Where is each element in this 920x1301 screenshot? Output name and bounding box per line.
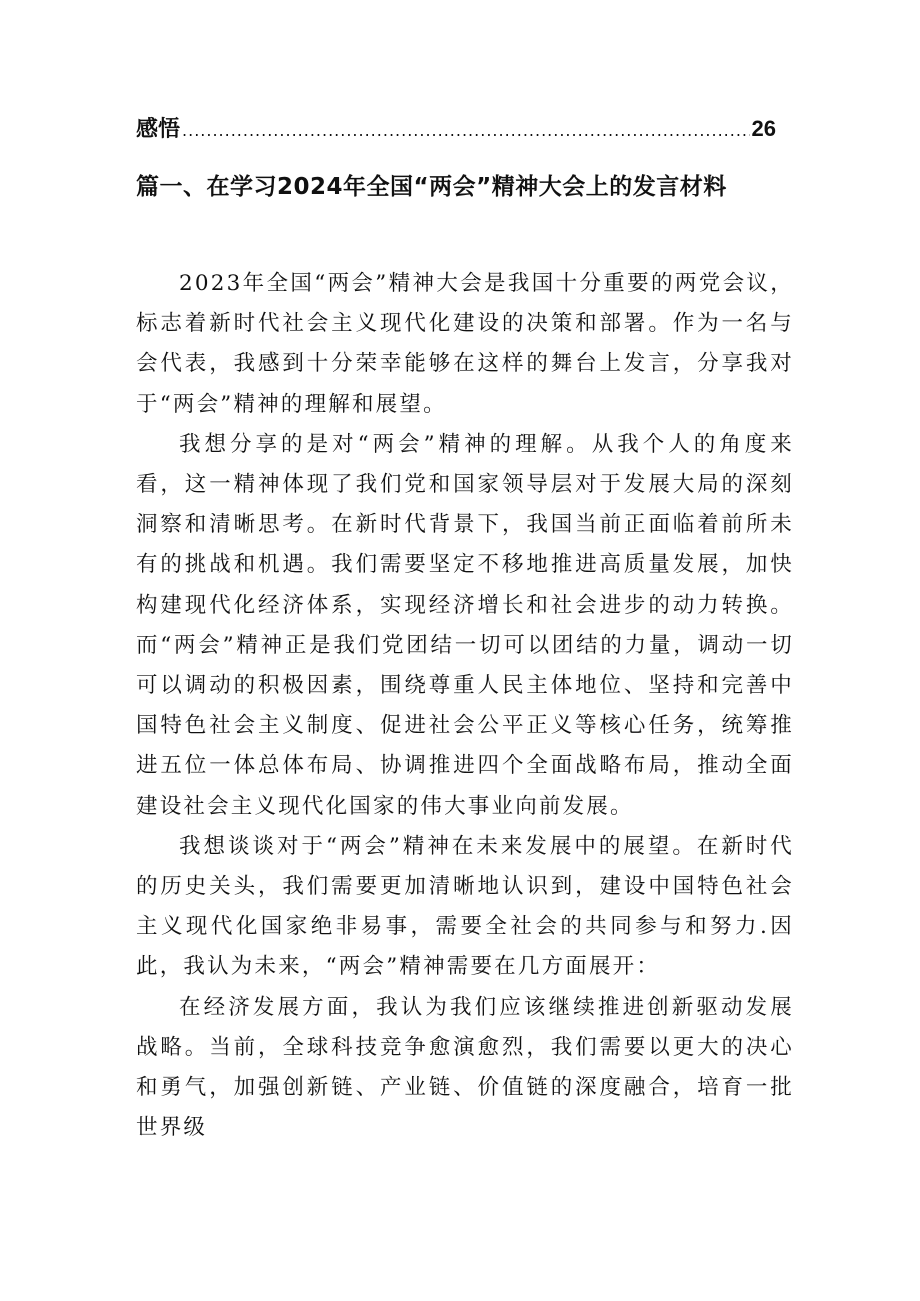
toc-dot-leader — [182, 121, 750, 140]
toc-page-number: 26 — [751, 116, 776, 141]
paragraph: 我想谈谈对于“两会”精神在未来发展中的展望。在新时代的历史关头，我们需要更加清晰地认识到，建设中国特色社会主义现代化国家绝非易事，需要全社会的共同参与和努力.因此，我认为未来，“两会”精神需要在几方面展开： — [136, 833, 794, 980]
paragraph: 2023年全国“两会”精神大会是我国十分重要的两党会议，标志着新时代社会主义现代化建设的决策和部署。作为一名与会代表，我感到十分荣幸能够在这样的舞台上发言，分享我对于“两会”精神的理解和展望。 — [136, 271, 794, 417]
section-heading: 篇一、在学习2024年全国“两会”精神大会上的发言材料 — [136, 174, 727, 200]
paragraph: 在经济发展方面，我认为我们应该继续推进创新驱动发展战略。当前，全球科技竞争愈演愈烈，我们需要以更大的决心和勇气，加强创新链、产业链、价值链的深度融合，培育一批世界级 — [136, 994, 794, 1141]
body-text — [136, 264, 794, 1148]
toc-entry[interactable] — [136, 112, 776, 152]
toc-entry-title: 感悟 — [136, 117, 181, 142]
paragraph: 我想分享的是对“两会”精神的理解。从我个人的角度来看，这一精神体现了我们党和国家领导层对于发展大局的深刻洞察和清晰思考。在新时代背景下，我国当前正面临着前所未有的挑战和机遇。我们需要坚定不移地推进高质量发展，加快构建现代化经济体系，实现经济增长和社会进步的动力转换。而“两会”精神正是我们党团结一切可以团结的力量，调动一切可以调动的积极因素，围绕尊重人民主体地位、坚持和完善中国特色社会主义制度、促进社会公平正义等核心任务，统筹推进五位一体总体布局、协调推进四个全面战略布局，推动全面建设社会主义现代化国家的伟大事业向前发展。 — [136, 431, 794, 819]
